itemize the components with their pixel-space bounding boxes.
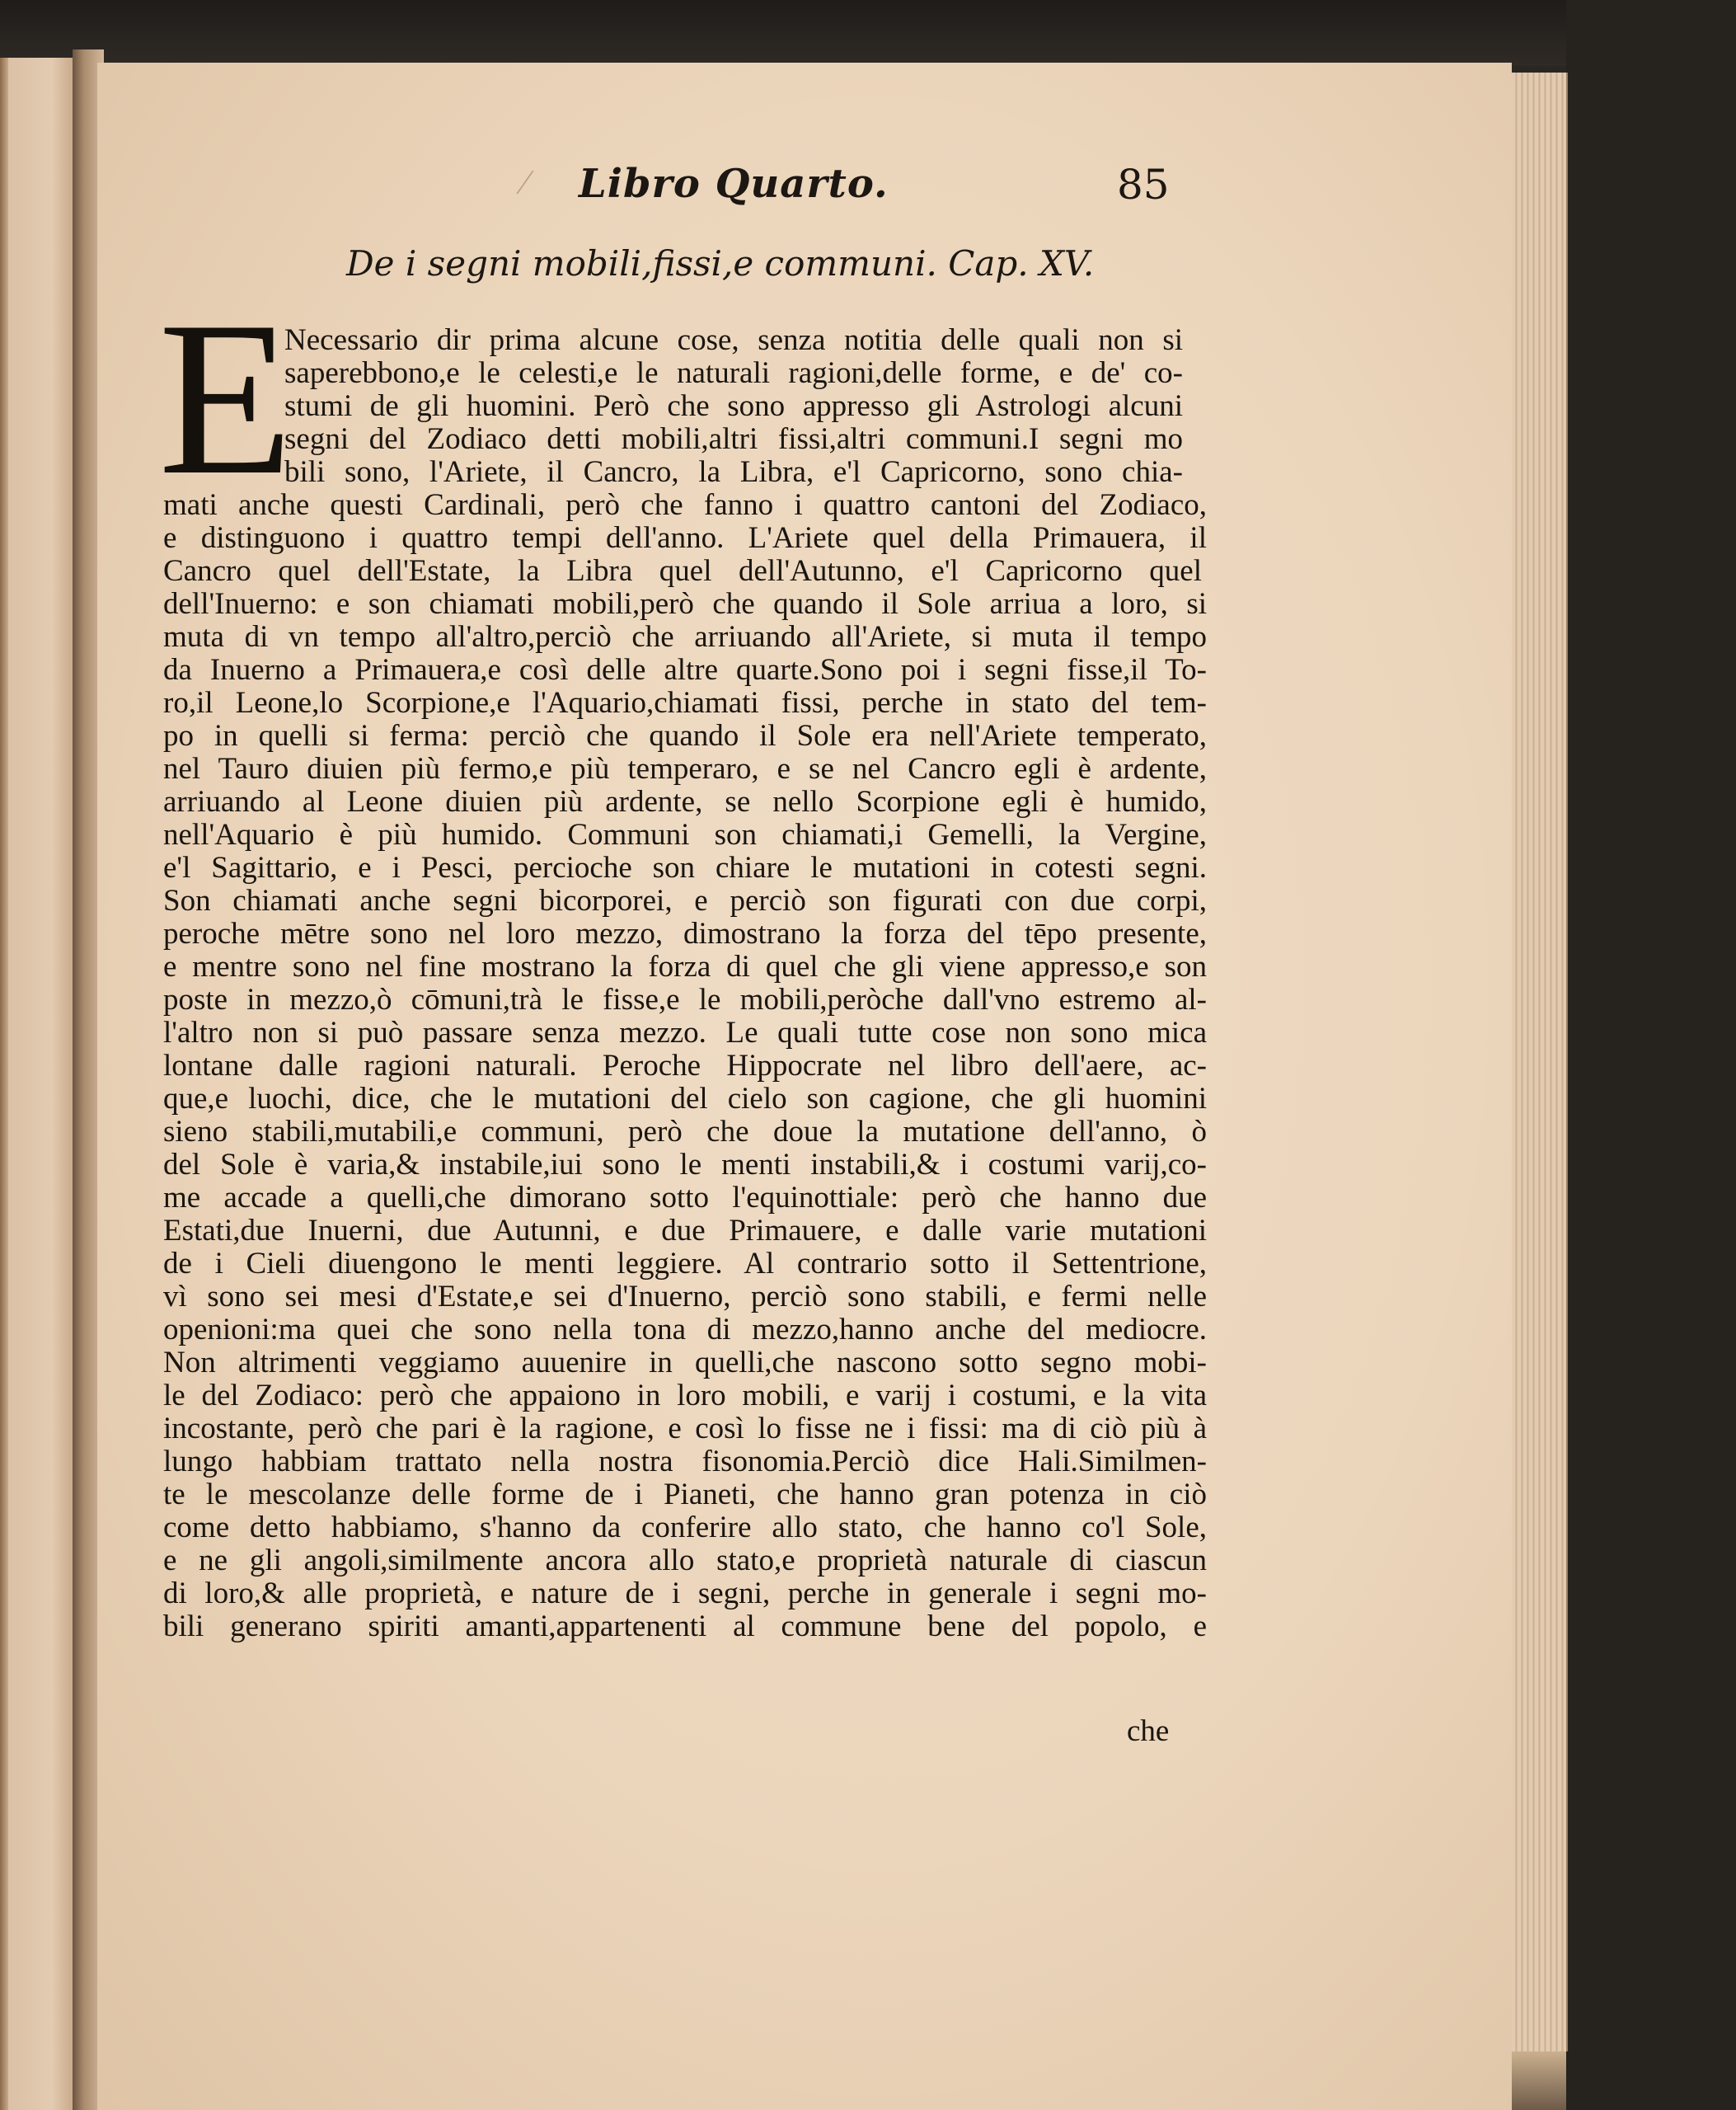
text-line: segni del Zodiaco detti mobili,altri fissi,altri communi.I segni mo	[284, 422, 1183, 456]
text-line: e mentre sono nel fine mostrano la forza di quel che gli viene appresso,e son	[163, 950, 1207, 984]
text-line: Cancro quel dell'Estate, la Libra quel dell'Autunno, e'l Capricorno quel	[163, 554, 1202, 588]
text-line: ro,il Leone,lo Scorpione,e l'Aquario,chiamati fissi, perche in stato del tem-	[163, 686, 1207, 720]
text-line: openioni:ma quei che sono nella tona di mezzo,hanno anche del mediocre.	[163, 1313, 1207, 1346]
text-line: mati anche questi Cardinali, però che fanno i quattro cantoni del Zodiaco,	[163, 488, 1207, 522]
text-line: bili sono, l'Ariete, il Cancro, la Libra, e'l Capricorno, sono chia-	[284, 455, 1183, 489]
text-line: l'altro non si può passare senza mezzo. Le quali tutte cose non sono mica	[163, 1016, 1207, 1050]
text-line: Necessario dir prima alcune cose, senza notitia delle quali non si	[284, 323, 1183, 357]
text-line: Estati,due Inuerni, due Autunni, e due Primauere, e dalle varie mutationi	[163, 1214, 1207, 1248]
text-line: e'l Sagittario, e i Pesci, percioche son chiare le mutationi in cotesti segni.	[163, 851, 1207, 885]
drop-cap: E	[158, 275, 293, 520]
text-line: bili generano spiriti amanti,appartenenti al commune bene del popolo, e	[163, 1610, 1207, 1643]
text-line: incostante, però che pari è la ragione, e così lo fisse ne i fissi: ma di ciò più à	[163, 1412, 1207, 1445]
text-line: lontane dalle ragioni naturali. Peroche Hippocrate nel libro dell'aere, ac-	[163, 1049, 1207, 1083]
text-line: nel Tauro diuien più fermo,e più temperaro, e se nel Cancro egli è ardente,	[163, 752, 1207, 786]
text-line: de i Cieli diuengono le menti leggiere. Al contrario sotto il Settentrione,	[163, 1247, 1207, 1281]
text-line: nell'Aquario è più humido. Communi son chiamati,i Gemelli, la Vergine,	[163, 818, 1207, 852]
page-number: 85	[1117, 161, 1170, 209]
text-line: dell'Inuerno: e son chiamati mobili,però che quando il Sole arriua a loro, si	[163, 587, 1207, 621]
text-line: me accade a quelli,che dimorano sotto l'equinottiale: però che hanno due	[163, 1181, 1207, 1215]
text-line: peroche mētre sono nel loro mezzo, dimostrano la forza del tēpo presente,	[163, 917, 1207, 951]
text-line: da Inuerno a Primauera,e così delle altre quarte.Sono poi i segni fisse,il To-	[163, 653, 1207, 687]
text-line: po in quelli si ferma: perciò che quando il Sole era nell'Ariete temperato,	[163, 719, 1207, 753]
catchword: che	[1127, 1714, 1170, 1748]
text-line: e ne gli angoli,similmente ancora allo stato,e proprietà naturale di ciascun	[163, 1544, 1207, 1577]
text-line: Non altrimenti veggiamo auuenire in quelli,che nascono sotto segno mobi-	[163, 1346, 1207, 1379]
text-line: que,e luochi, dice, che le mutationi del cielo son cagione, che gli huomini	[163, 1082, 1207, 1116]
text-line: poste in mezzo,ò cōmuni,trà le fisse,e le mobili,peròche dall'vno estremo al-	[163, 983, 1207, 1017]
text-line: te le mescolanze delle forme de i Pianeti, che hanno gran potenza in ciò	[163, 1478, 1207, 1511]
running-title: Libro Quarto.	[579, 161, 889, 207]
text-line: le del Zodiaco: però che appaiono in loro mobili, e varij i costumi, e la vita	[163, 1379, 1207, 1412]
text-line: del Sole è varia,& instabile,iui sono le menti instabili,& i costumi varij,co-	[163, 1148, 1207, 1182]
text-line: Son chiamati anche segni bicorporei, e perciò son figurati con due corpi,	[163, 884, 1207, 918]
text-line: lungo habbiam trattato nella nostra fisonomia.Perciò dice Hali.Similmen-	[163, 1445, 1207, 1478]
text-line: sieno stabili,mutabili,e communi, però che doue la mutatione dell'anno, ò	[163, 1115, 1207, 1149]
text-line: arriuando al Leone diuien più ardente, se nello Scorpione egli è humido,	[163, 785, 1207, 819]
text-line: come detto habbiamo, s'hanno da conferire allo stato, che hanno co'l Sole,	[163, 1511, 1207, 1544]
text-line: di loro,& alle proprietà, e nature de i segni, perche in generale i segni mo-	[163, 1577, 1207, 1610]
text-line: vì sono sei mesi d'Estate,e sei d'Inuerno, perciò sono stabili, e fermi nelle	[163, 1280, 1207, 1313]
chapter-title: De i segni mobili,fissi,e communi. Cap. XV.	[346, 243, 1095, 284]
text-line: saperebbono,e le celesti,e le naturali ragioni,delle forme, e de' co-	[284, 356, 1183, 390]
text-line: e distinguono i quattro tempi dell'anno. L'Ariete quel della Primauera, il	[163, 521, 1207, 555]
text-line: stumi de gli huomini. Però che sono appresso gli Astrologi alcuni	[284, 389, 1183, 423]
text-line: muta di vn tempo all'altro,perciò che arriuando all'Ariete, si muta il tempo	[163, 620, 1207, 654]
